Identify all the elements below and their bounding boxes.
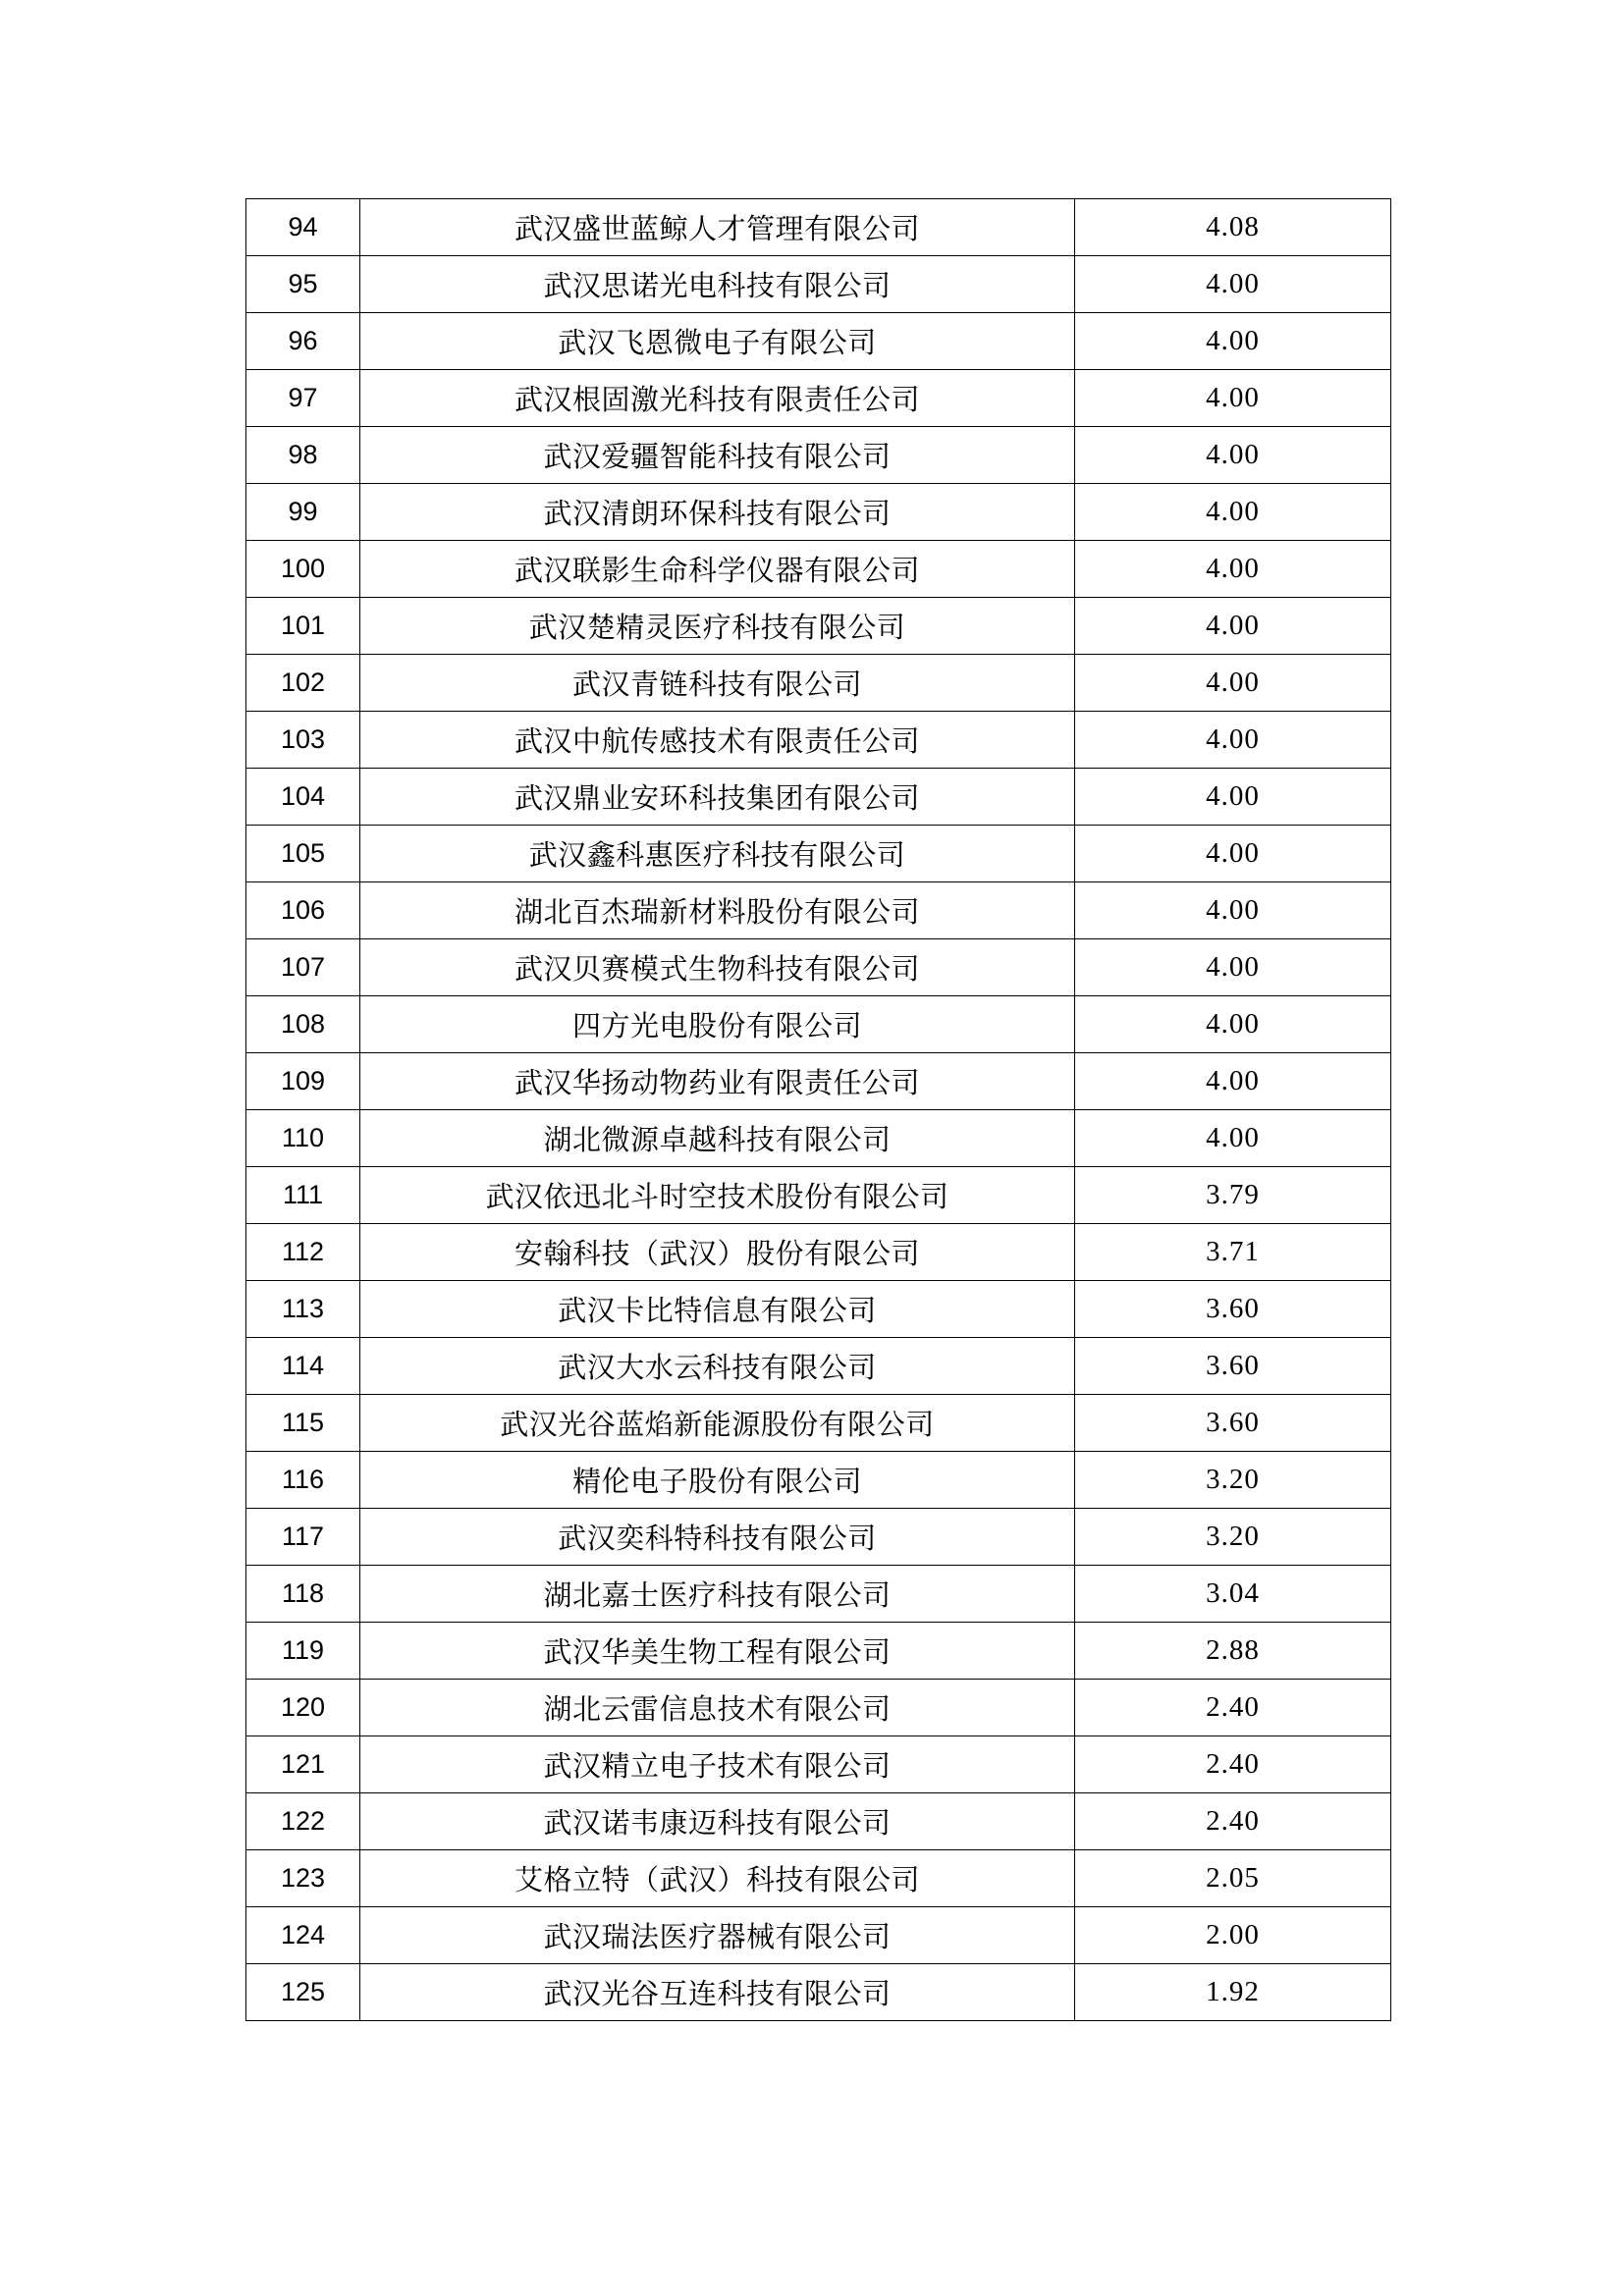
row-number: 119	[246, 1623, 360, 1680]
company-name: 湖北嘉士医疗科技有限公司	[360, 1566, 1075, 1623]
score-value: 4.00	[1075, 598, 1391, 655]
score-value: 2.00	[1075, 1907, 1391, 1964]
row-number: 97	[246, 370, 360, 427]
table-row	[246, 1964, 1391, 2021]
company-name: 四方光电股份有限公司	[360, 996, 1075, 1053]
table-row	[246, 1338, 1391, 1395]
table-row	[246, 826, 1391, 882]
company-name: 湖北云雷信息技术有限公司	[360, 1680, 1075, 1736]
company-name: 武汉光谷互连科技有限公司	[360, 1964, 1075, 2021]
score-value: 4.00	[1075, 939, 1391, 996]
company-name: 武汉依迅北斗时空技术股份有限公司	[360, 1167, 1075, 1224]
table-row	[246, 1224, 1391, 1281]
company-name: 武汉贝赛模式生物科技有限公司	[360, 939, 1075, 996]
company-name: 武汉中航传感技术有限责任公司	[360, 712, 1075, 769]
company-name: 武汉精立电子技术有限公司	[360, 1736, 1075, 1793]
row-number: 96	[246, 313, 360, 370]
table-row	[246, 1281, 1391, 1338]
company-name: 武汉瑞法医疗器械有限公司	[360, 1907, 1075, 1964]
table-row	[246, 1623, 1391, 1680]
table-row	[246, 1736, 1391, 1793]
row-number: 123	[246, 1850, 360, 1907]
score-value: 4.00	[1075, 427, 1391, 484]
row-number: 112	[246, 1224, 360, 1281]
company-name: 武汉光谷蓝焰新能源股份有限公司	[360, 1395, 1075, 1452]
company-table	[245, 198, 1391, 2021]
row-number: 108	[246, 996, 360, 1053]
company-name: 武汉飞恩微电子有限公司	[360, 313, 1075, 370]
score-value: 3.60	[1075, 1281, 1391, 1338]
score-value: 4.00	[1075, 655, 1391, 712]
company-name: 武汉卡比特信息有限公司	[360, 1281, 1075, 1338]
row-number: 124	[246, 1907, 360, 1964]
table-row	[246, 484, 1391, 541]
row-number: 100	[246, 541, 360, 598]
row-number: 113	[246, 1281, 360, 1338]
table-row	[246, 1680, 1391, 1736]
row-number: 95	[246, 256, 360, 313]
table-row	[246, 996, 1391, 1053]
score-value: 2.88	[1075, 1623, 1391, 1680]
row-number: 107	[246, 939, 360, 996]
company-name: 武汉清朗环保科技有限公司	[360, 484, 1075, 541]
company-name: 武汉鼎业安环科技集团有限公司	[360, 769, 1075, 826]
company-name: 武汉华扬动物药业有限责任公司	[360, 1053, 1075, 1110]
table-row	[246, 541, 1391, 598]
score-value: 4.00	[1075, 712, 1391, 769]
row-number: 121	[246, 1736, 360, 1793]
row-number: 118	[246, 1566, 360, 1623]
row-number: 120	[246, 1680, 360, 1736]
company-name: 湖北微源卓越科技有限公司	[360, 1110, 1075, 1167]
score-value: 3.60	[1075, 1338, 1391, 1395]
score-value: 4.00	[1075, 256, 1391, 313]
company-name: 武汉根固激光科技有限责任公司	[360, 370, 1075, 427]
score-value: 4.00	[1075, 484, 1391, 541]
score-value: 4.00	[1075, 996, 1391, 1053]
row-number: 117	[246, 1509, 360, 1566]
table-row	[246, 655, 1391, 712]
company-name: 安翰科技（武汉）股份有限公司	[360, 1224, 1075, 1281]
row-number: 110	[246, 1110, 360, 1167]
company-name: 武汉大水云科技有限公司	[360, 1338, 1075, 1395]
score-value: 4.00	[1075, 1110, 1391, 1167]
company-name: 武汉思诺光电科技有限公司	[360, 256, 1075, 313]
row-number: 102	[246, 655, 360, 712]
table-row	[246, 712, 1391, 769]
table-row	[246, 313, 1391, 370]
score-value: 3.79	[1075, 1167, 1391, 1224]
table-row	[246, 882, 1391, 939]
row-number: 106	[246, 882, 360, 939]
company-name: 武汉青链科技有限公司	[360, 655, 1075, 712]
score-value: 3.20	[1075, 1452, 1391, 1509]
row-number: 122	[246, 1793, 360, 1850]
score-value: 2.05	[1075, 1850, 1391, 1907]
company-name: 精伦电子股份有限公司	[360, 1452, 1075, 1509]
company-name: 艾格立特（武汉）科技有限公司	[360, 1850, 1075, 1907]
row-number: 115	[246, 1395, 360, 1452]
score-value: 4.08	[1075, 199, 1391, 256]
row-number: 109	[246, 1053, 360, 1110]
score-value: 3.71	[1075, 1224, 1391, 1281]
table-row	[246, 1053, 1391, 1110]
table-row	[246, 1850, 1391, 1907]
company-name: 武汉华美生物工程有限公司	[360, 1623, 1075, 1680]
row-number: 116	[246, 1452, 360, 1509]
table-row	[246, 1110, 1391, 1167]
table-row	[246, 1566, 1391, 1623]
company-name: 武汉盛世蓝鲸人才管理有限公司	[360, 199, 1075, 256]
company-name: 武汉奕科特科技有限公司	[360, 1509, 1075, 1566]
table-row	[246, 1907, 1391, 1964]
row-number: 114	[246, 1338, 360, 1395]
score-value: 4.00	[1075, 826, 1391, 882]
row-number: 101	[246, 598, 360, 655]
company-name: 武汉楚精灵医疗科技有限公司	[360, 598, 1075, 655]
company-name: 武汉鑫科惠医疗科技有限公司	[360, 826, 1075, 882]
table-row	[246, 1167, 1391, 1224]
score-value: 4.00	[1075, 882, 1391, 939]
table-row	[246, 199, 1391, 256]
table-row	[246, 427, 1391, 484]
score-value: 3.20	[1075, 1509, 1391, 1566]
table-row	[246, 598, 1391, 655]
row-number: 98	[246, 427, 360, 484]
table-row	[246, 1452, 1391, 1509]
table-row	[246, 1395, 1391, 1452]
score-value: 2.40	[1075, 1736, 1391, 1793]
company-name: 武汉诺韦康迈科技有限公司	[360, 1793, 1075, 1850]
row-number: 125	[246, 1964, 360, 2021]
table-row	[246, 939, 1391, 996]
score-value: 4.00	[1075, 370, 1391, 427]
table-row	[246, 1793, 1391, 1850]
score-value: 4.00	[1075, 541, 1391, 598]
score-value: 4.00	[1075, 313, 1391, 370]
score-value: 2.40	[1075, 1680, 1391, 1736]
score-value: 4.00	[1075, 1053, 1391, 1110]
score-value: 3.60	[1075, 1395, 1391, 1452]
company-name: 湖北百杰瑞新材料股份有限公司	[360, 882, 1075, 939]
table-row	[246, 370, 1391, 427]
company-table-body	[246, 199, 1391, 2021]
company-name: 武汉联影生命科学仪器有限公司	[360, 541, 1075, 598]
row-number: 104	[246, 769, 360, 826]
row-number: 105	[246, 826, 360, 882]
table-row	[246, 1509, 1391, 1566]
score-value: 3.04	[1075, 1566, 1391, 1623]
row-number: 111	[246, 1167, 360, 1224]
row-number: 99	[246, 484, 360, 541]
score-value: 1.92	[1075, 1964, 1391, 2021]
row-number: 94	[246, 199, 360, 256]
score-value: 2.40	[1075, 1793, 1391, 1850]
table-row	[246, 769, 1391, 826]
company-name: 武汉爱疆智能科技有限公司	[360, 427, 1075, 484]
score-value: 4.00	[1075, 769, 1391, 826]
row-number: 103	[246, 712, 360, 769]
table-row	[246, 256, 1391, 313]
